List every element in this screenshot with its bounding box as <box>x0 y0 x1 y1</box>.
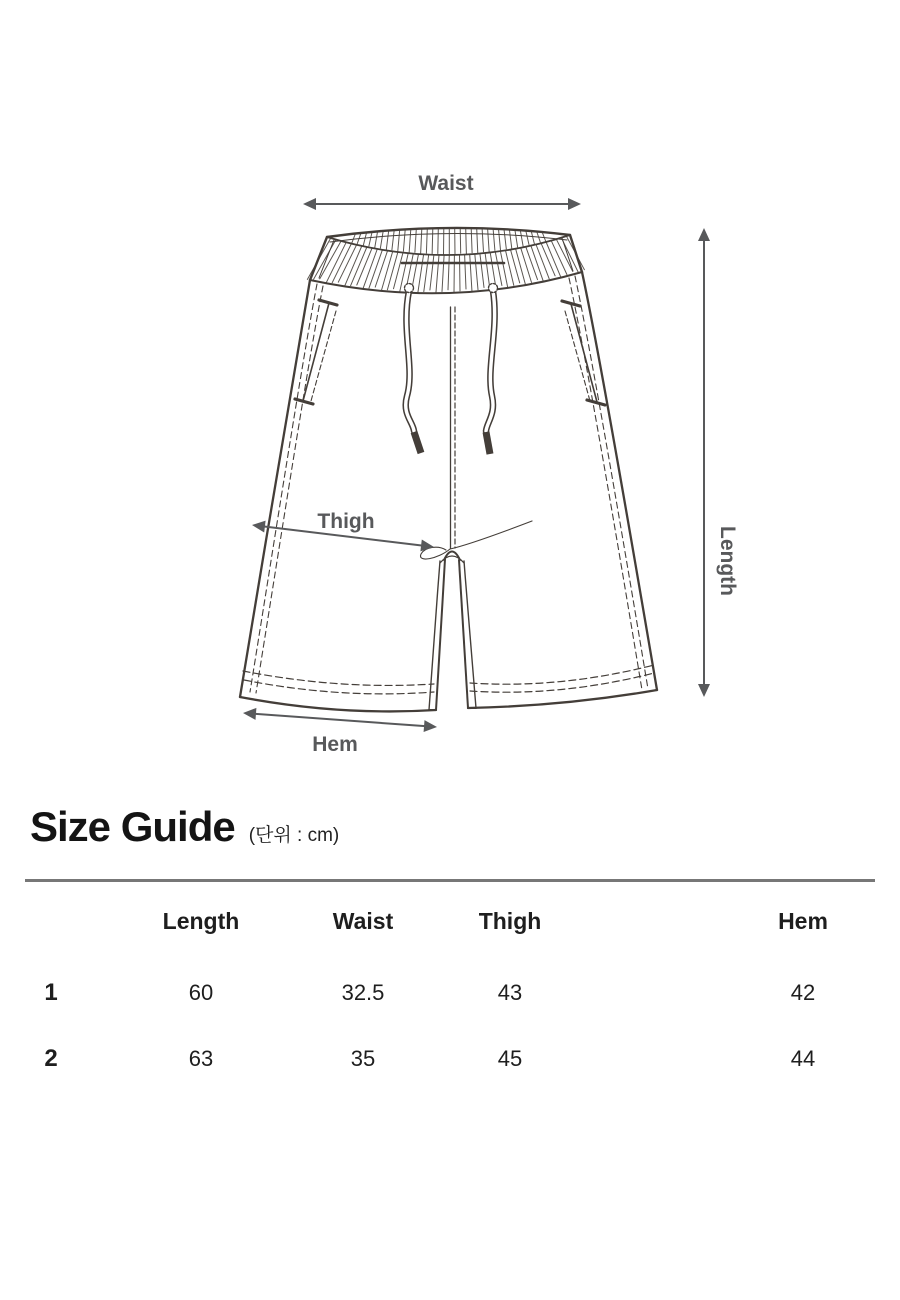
hem-value: 42 <box>790 980 816 1005</box>
thigh-value: 43 <box>497 980 523 1005</box>
size-cell: 2 <box>44 1045 58 1072</box>
left-pocket <box>295 300 337 404</box>
hem-stitching <box>243 665 654 694</box>
column-header-hem: Hem <box>778 907 828 934</box>
thigh-value: 45 <box>497 1046 523 1071</box>
size-cell: 1 <box>44 979 58 1006</box>
length-arrow <box>698 228 710 697</box>
inner-leg-seams <box>429 552 476 711</box>
size-guide-section <box>25 802 875 1092</box>
length-label: Length <box>716 526 739 596</box>
length-value: 63 <box>188 1046 214 1071</box>
shorts-body-outline <box>240 272 657 711</box>
waist-arrow <box>303 198 581 210</box>
size-guide-header <box>25 802 875 852</box>
hem-value: 44 <box>790 1046 816 1071</box>
length-value: 60 <box>188 980 214 1005</box>
unit-label: (단위 : cm) <box>248 825 340 846</box>
size-table <box>25 882 875 1092</box>
center-front-seam <box>451 307 456 548</box>
waist-label: Waist <box>418 172 474 195</box>
column-header-waist: Waist <box>332 907 394 934</box>
thigh-label: Thigh <box>317 510 375 533</box>
column-header-length: Length <box>162 907 240 934</box>
crotch-leader-line <box>421 521 532 559</box>
side-seam-stitching <box>250 276 648 693</box>
waist-value: 35 <box>350 1046 376 1071</box>
page-title: Size Guide <box>30 803 235 850</box>
column-header-thigh: Thigh <box>478 907 542 934</box>
waist-value: 32.5 <box>341 980 385 1005</box>
waistband-outline <box>310 228 582 293</box>
shorts-sketch <box>240 228 657 711</box>
hem-label: Hem <box>312 733 358 756</box>
